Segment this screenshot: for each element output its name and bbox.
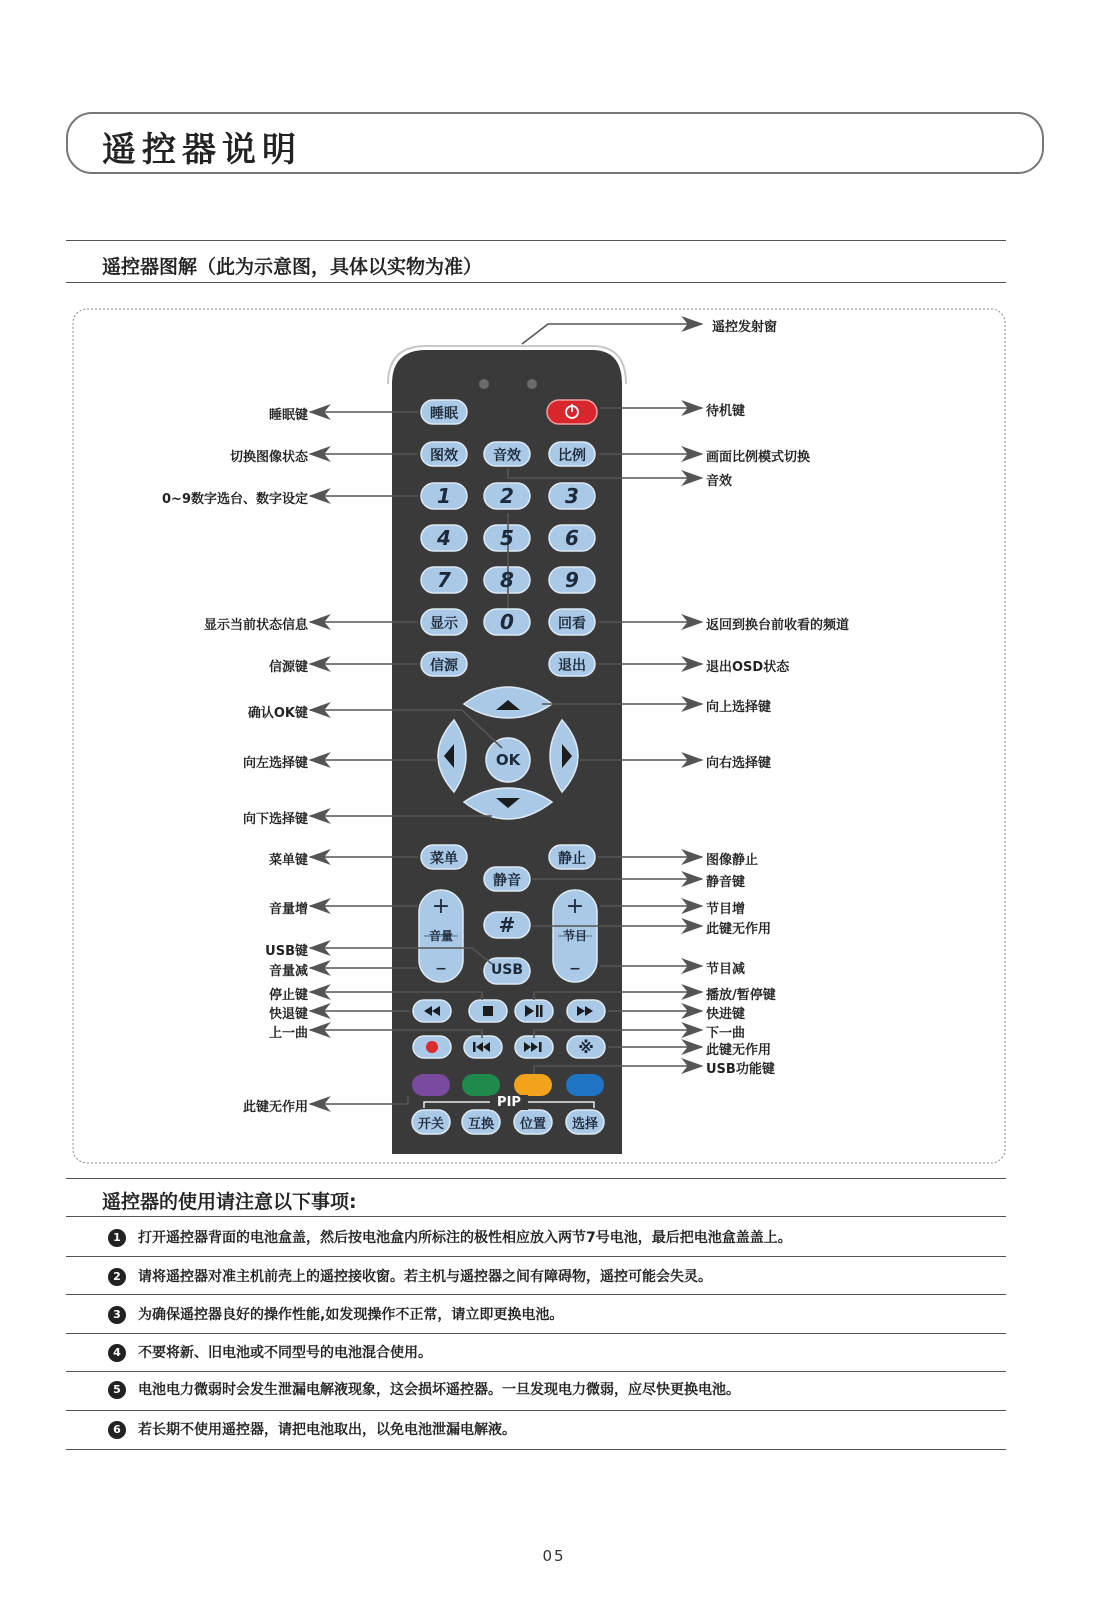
note-number: 6 <box>108 1421 126 1439</box>
star-button-label[interactable]: ※ <box>578 1038 594 1057</box>
note-text: 电池电力微弱时会发生泄漏电解液现象，这会损坏遥控器。一旦发现电力微弱，应尽快更换电池。 <box>138 1382 740 1398</box>
label-channel-up: 节目增 <box>706 902 746 917</box>
label-sound-effect: 音效 <box>706 474 733 489</box>
num-3-button[interactable]: 3 <box>565 484 579 508</box>
yellow-key <box>514 1074 552 1096</box>
label-aspect-ratio: 画面比例模式切换 <box>706 450 811 465</box>
note-item-6 <box>108 1419 516 1439</box>
pip-select-label[interactable]: 选择 <box>571 1117 598 1132</box>
note-text: 为确保遥控器良好的操作性能,如发现操作不正常，请立即更换电池。 <box>138 1307 564 1323</box>
pip-onoff-label[interactable]: 开关 <box>417 1117 444 1132</box>
divider <box>66 282 1006 283</box>
sound-button-label[interactable]: 音效 <box>493 448 521 464</box>
label-no-function-star: 此键无作用 <box>706 1043 772 1058</box>
label-picture-mode: 切换图像状态 <box>229 450 308 465</box>
label-volume-up: 音量增 <box>268 902 308 917</box>
label-no-function-hash: 此键无作用 <box>706 922 772 937</box>
ir-led <box>527 379 537 389</box>
pip-position-label[interactable]: 位置 <box>519 1117 546 1132</box>
exit-button-label[interactable]: 退出 <box>558 658 586 674</box>
freeze-button-label[interactable]: 静止 <box>558 851 586 867</box>
label-ok-key: 确认OK键 <box>247 706 308 721</box>
label-right-key: 向右选择键 <box>706 756 772 771</box>
svg-text:+: + <box>565 894 585 919</box>
divider <box>66 1333 1006 1334</box>
pip-swap-label[interactable]: 互换 <box>467 1117 494 1132</box>
label-display-info: 显示当前状态信息 <box>203 618 308 633</box>
label-rewind-key: 快退键 <box>268 1007 308 1022</box>
num-5-button[interactable]: 5 <box>500 526 514 550</box>
hash-button-label[interactable]: # <box>498 913 516 937</box>
label-up-key: 向上选择键 <box>706 700 772 715</box>
label-play-pause: 播放/暂停键 <box>706 988 776 1003</box>
label-stop-key: 停止键 <box>268 988 308 1003</box>
label-sleep-key: 睡眠键 <box>268 408 308 423</box>
label-menu-key: 菜单键 <box>268 853 308 868</box>
label-recall-channel: 返回到换台前收看的频道 <box>706 618 850 633</box>
label-volume-down: 音量减 <box>268 964 308 979</box>
note-item-1 <box>108 1227 792 1247</box>
menu-button-label[interactable]: 菜单 <box>430 851 458 867</box>
num-9-button[interactable]: 9 <box>565 568 579 592</box>
note-text: 若长期不使用遥控器，请把电池取出，以免电池泄漏电解液。 <box>138 1422 516 1438</box>
volume-label: 音量 <box>428 929 453 943</box>
label-usb-key: USB键 <box>265 944 308 959</box>
page-title-box <box>66 112 1044 174</box>
num-4-button[interactable]: 4 <box>437 526 451 550</box>
usb-button-label[interactable]: USB <box>490 962 524 978</box>
num-8-button[interactable]: 8 <box>500 568 514 592</box>
divider <box>66 1294 1006 1295</box>
note-number: 2 <box>108 1268 126 1286</box>
label-no-function: 此键无作用 <box>242 1100 308 1115</box>
label-usb-function: USB功能键 <box>706 1062 775 1077</box>
picture-button-label[interactable]: 图效 <box>430 448 458 464</box>
divider <box>66 1178 1006 1179</box>
notes-heading: 遥控器的使用请注意以下事项: <box>102 1191 357 1213</box>
label-mute-key: 静音键 <box>706 875 746 890</box>
num-7-button[interactable]: 7 <box>437 568 451 592</box>
channel-label: 节目 <box>562 929 587 943</box>
label-standby-key: 待机键 <box>706 404 746 419</box>
display-button-label[interactable]: 显示 <box>430 616 458 632</box>
divider <box>66 1371 1006 1372</box>
num-2-button[interactable]: 2 <box>500 484 514 508</box>
sleep-button-label[interactable]: 睡眠 <box>430 406 458 422</box>
label-left-key: 向左选择键 <box>242 756 308 771</box>
remote-diagram <box>72 308 1006 1188</box>
num-6-button[interactable]: 6 <box>565 526 579 550</box>
label-down-key: 向下选择键 <box>242 812 308 827</box>
label-next-track: 下一曲 <box>706 1026 746 1041</box>
num-1-button[interactable]: 1 <box>437 484 451 508</box>
note-text: 打开遥控器背面的电池盒盖，然后按电池盒内所标注的极性相应放入两节7号电池，最后把电池盒盖盖上。 <box>138 1230 792 1246</box>
note-item-2 <box>108 1266 712 1286</box>
page-number: 05 <box>542 1547 566 1565</box>
purple-key <box>412 1074 450 1096</box>
note-text: 请将遥控器对准主机前壳上的遥控接收窗。若主机与遥控器之间有障碍物，遥控可能会失灵。 <box>138 1269 712 1285</box>
label-ir-window: 遥控发射窗 <box>712 320 778 335</box>
label-fast-forward: 快进键 <box>706 1007 746 1022</box>
svg-text:+: + <box>431 894 451 919</box>
svg-text:–: – <box>569 956 581 981</box>
divider <box>66 1216 1006 1217</box>
note-number: 4 <box>108 1344 126 1362</box>
divider <box>66 1410 1006 1411</box>
note-item-4 <box>108 1342 432 1362</box>
pip-label: PIP <box>490 1095 528 1110</box>
green-key <box>462 1074 500 1096</box>
label-exit-osd: 退出OSD状态 <box>706 660 790 675</box>
recall-button-label[interactable]: 回看 <box>558 616 586 632</box>
note-number: 1 <box>108 1229 126 1247</box>
note-number: 5 <box>108 1381 126 1399</box>
label-number-keys: 0~9数字选台、数字设定 <box>162 492 308 507</box>
ir-led <box>479 379 489 389</box>
blue-key <box>566 1074 604 1096</box>
note-item-5 <box>108 1379 740 1399</box>
label-previous-track: 上一曲 <box>268 1026 308 1041</box>
note-text: 不要将新、旧电池或不同型号的电池混合使用。 <box>138 1345 432 1361</box>
label-source-key: 信源键 <box>268 660 308 675</box>
divider <box>66 1256 1006 1257</box>
divider <box>66 240 1006 241</box>
label-picture-freeze: 图像静止 <box>706 853 759 868</box>
diagram-heading: 遥控器图解（此为示意图，具体以实物为准） <box>102 256 483 278</box>
note-number: 3 <box>108 1306 126 1324</box>
ratio-button-label[interactable]: 比例 <box>558 448 586 464</box>
label-channel-down: 节目减 <box>706 962 746 977</box>
svg-text:–: – <box>435 956 447 981</box>
divider <box>66 1449 1006 1450</box>
remote-diagram-svg <box>72 308 1006 1188</box>
ok-button-label[interactable]: OK <box>495 751 521 769</box>
note-item-3 <box>108 1304 563 1324</box>
page-title: 遥控器说明 <box>102 130 302 170</box>
mute-button-label[interactable]: 静音 <box>493 873 521 889</box>
source-button-label[interactable]: 信源 <box>430 658 458 674</box>
num-0-button-label[interactable]: 0 <box>500 610 514 634</box>
